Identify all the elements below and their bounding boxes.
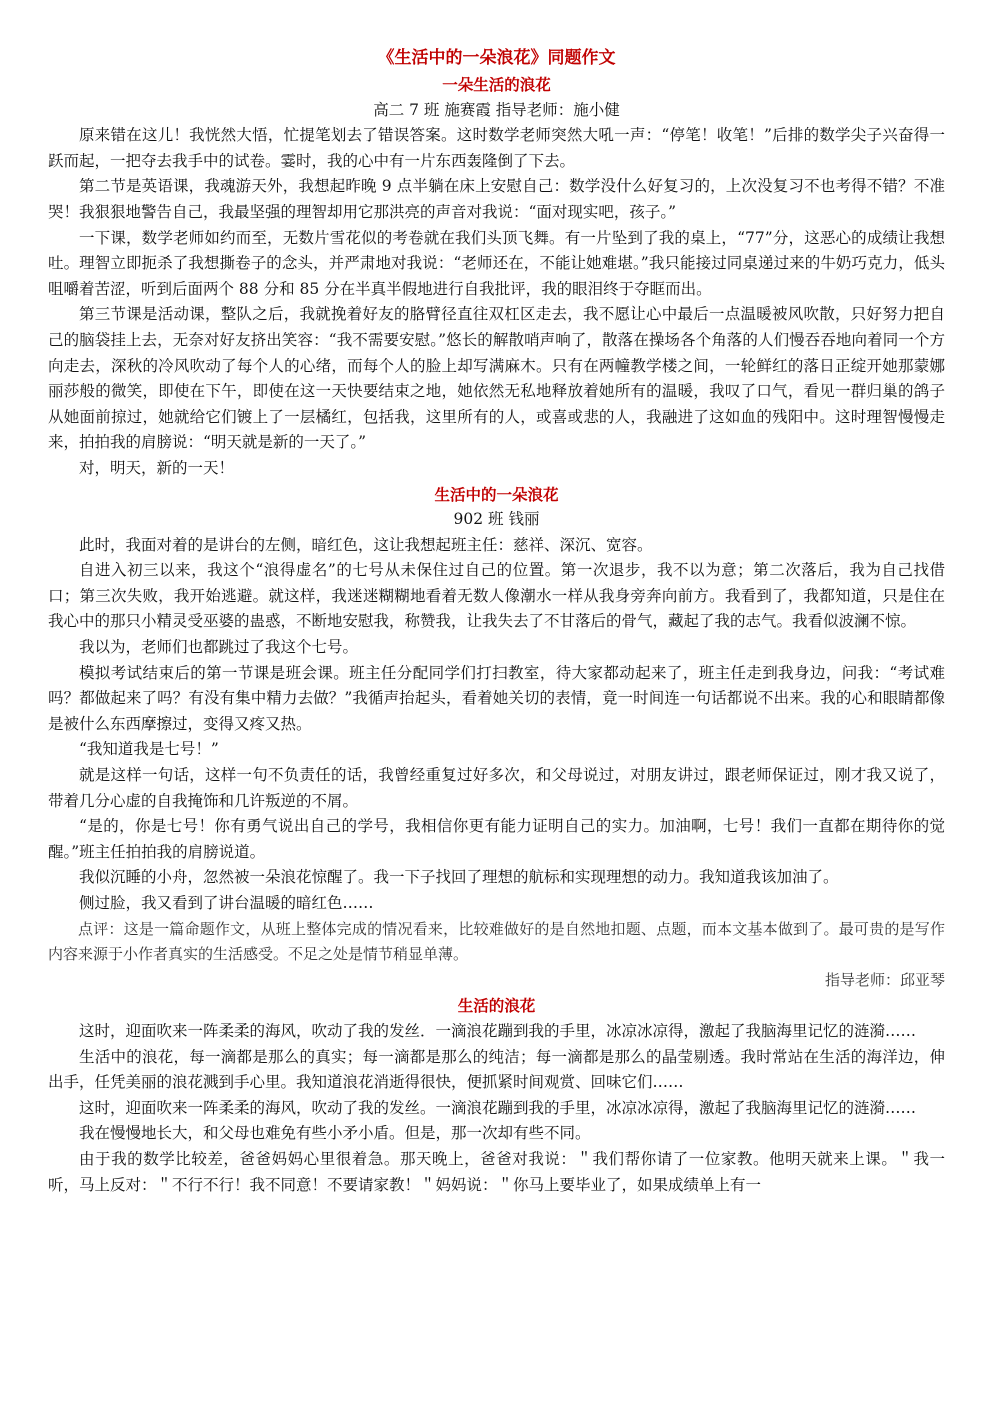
paragraph: 我以为，老师们也都跳过了我这个七号。 — [79, 638, 359, 657]
paragraph: 就是这样一句话，这样一句不负责任的话，我曾经重复过好多次，和父母说过，对朋友讲过，跟老师保证过，刚才我又说了，带着几分心虚的自我掩饰和几许叛逆的不屑。 — [48, 766, 945, 810]
paragraph: 此时，我面对着的是讲台的左侧，暗红色，这让我想起班主任：慈祥、深沉、宽容。 — [79, 535, 653, 554]
paragraph: 我似沉睡的小舟，忽然被一朵浪花惊醒了。我一下子找回了理想的航标和实现理想的动力。我知道我该加油了。 — [79, 868, 839, 887]
essay-title: 一朵生活的浪花 — [442, 75, 551, 94]
essay-title: 生活的浪花 — [457, 996, 536, 1016]
essay-byline: 902 班 钱丽 — [453, 510, 540, 529]
paragraph: “我知道我是七号！” — [79, 740, 219, 759]
paragraph: 我在慢慢地长大，和父母也难免有些小矛小盾。但是，那一次却有些不同。 — [79, 1124, 591, 1143]
paragraph: 自进入初三以来，我这个“浪得虚名”的七号从未保住过自己的位置。第一次退步，我不以为意；第二次落后，我为自己找借口；第三次失败，我开始逃避。就这样，我迷迷糊糊地看着无数人像潮水一样从我身旁奔向前方。我看到了，我都知道，只是住在我心中的那只小精灵受巫婆的蛊惑，不断地安慰我，称赞我，让我失去了不甘落后的骨气，藏起了我的志气。我看似波澜不惊。 — [48, 561, 945, 631]
essay-1 — [48, 72, 945, 482]
paragraph: 这时，迎面吹来一阵柔柔的海风，吹动了我的发丝。一滴浪花蹦到我的手里，冰凉冰凉得，激起了我脑海里记忆的涟漪…… — [79, 1098, 917, 1117]
essay-3 — [48, 993, 945, 1198]
essay-title: 生活中的一朵浪花 — [434, 484, 559, 504]
paragraph: 对，明天，新的一天！ — [79, 458, 235, 477]
teacher-signature: 指导老师：邱亚琴 — [824, 970, 945, 989]
essay-2 — [48, 482, 945, 994]
document-page — [48, 44, 945, 1198]
paragraph: 模拟考试结束后的第一节课是班会课。班主任分配同学们打扫教室，待大家都动起来了，班主任走到我身边，问我：“考试难吗？都做起来了吗？有没有集中精力去做？”我循声抬起头，看着她关切的表情，竟一时间连一句话都说不出来。我的心和眼睛都像是被什么东西摩擦过，变得又疼又热。 — [48, 663, 945, 733]
paragraph: 原来错在这儿！我恍然大悟，忙提笔划去了错误答案。这时数学老师突然大吼一声：“停笔！收笔！”后排的数学尖子兴奋得一跃而起，一把夺去我手中的试卷。霎时，我的心中有一片东西轰隆倒了下去。 — [48, 126, 945, 170]
essay-byline: 高二 7 班 施赛霞 指导老师：施小健 — [373, 100, 620, 119]
document-title: 《生活中的一朵浪花》同题作文 — [377, 48, 616, 68]
paragraph: 生活中的浪花，每一滴都是那么的真实；每一滴都是那么的纯洁；每一滴都是那么的晶莹剔透。我时常站在生活的海洋边，伸出手，任凭美丽的浪花溅到手心里。我知道浪花消逝得很快，便抓紧时间观赏、回味它们…… — [48, 1047, 945, 1092]
paragraph: 第二节是英语课，我魂游天外，我想起昨晚 9 点半躺在床上安慰自己：数学没什么好复习的，上次没复习不也考得不错？不准哭！我狠狠地警告自己，我最坚强的理智却用它那洪亮的声音对我说：“面对现实吧，孩子。” — [48, 177, 945, 221]
paragraph: 一下课，数学老师如约而至，无数片雪花似的考卷就在我们头顶飞舞。有一片坠到了我的桌上，“77”分，这恶心的成绩让我想吐。理智立即扼杀了我想撕卷子的念头，并严肃地对我说：“老师还在，不能让她难堪。”我只能接过同桌递过来的牛奶巧克力，低头咀嚼着苦涩，听到后面两个 88 分和 85 分在半真半假地进行自我批评，我的眼泪终于夺眶而出。 — [48, 228, 945, 298]
paragraph: 由于我的数学比较差，爸爸妈妈心里很着急。那天晚上，爸爸对我说：＂我们帮你请了一位家教。他明天就来上课。＂我一听，马上反对：＂不行不行！我不同意！不要请家教！＂妈妈说：＂你马上要毕业了，如果成绩单上有一 — [48, 1149, 945, 1194]
paragraph: “是的，你是七号！你有勇气说出自己的学号，我相信你更有能力证明自己的实力。加油啊，七号！我们一直都在期待你的觉醒。”班主任拍拍我的肩膀说道。 — [48, 817, 945, 861]
teacher-comment: 点评：这是一篇命题作文，从班上整体完成的情况看来，比较难做好的是自然地扣题、点题，而本文基本做到了。最可贵的是写作内容来源于小作者真实的生活感受。不足之处是情节稍显单薄。 — [48, 919, 945, 964]
paragraph: 第三节课是活动课，整队之后，我就挽着好友的胳臂径直往双杠区走去，我不愿让心中最后一点温暖被风吹散，只好努力把自己的脑袋挂上去，无奈对好友挤出笑容：“我不需要安慰。”悠长的解散哨声响了，散落在操场各个角落的人们慢吞吞地向着同一个方向走去，深秋的冷风吹动了每个人的心绪，而每个人的脸上却写满麻木。只有在两幢教学楼之间，一轮鲜红的落日正绽开她那蒙娜丽莎般的微笑，即使在下午，即使在这一天快要结束之地，她依然无私地释放着她所有的温暖，我叹了口气，看见一群归巢的鸽子从她面前掠过，她就给它们镀上了一层橘红，包括我，这里所有的人，或喜或悲的人，我融进了这如血的残阳中。这时理智慢慢走来，拍拍我的肩膀说：“明天就是新的一天了。” — [48, 305, 945, 452]
paragraph: 侧过脸，我又看到了讲台温暖的暗红色…… — [79, 894, 374, 912]
paragraph: 这时，迎面吹来一阵柔柔的海风，吹动了我的发丝．一滴浪花蹦到我的手里，冰凉冰凉得，激起了我脑海里记忆的涟漪…… — [79, 1021, 917, 1040]
